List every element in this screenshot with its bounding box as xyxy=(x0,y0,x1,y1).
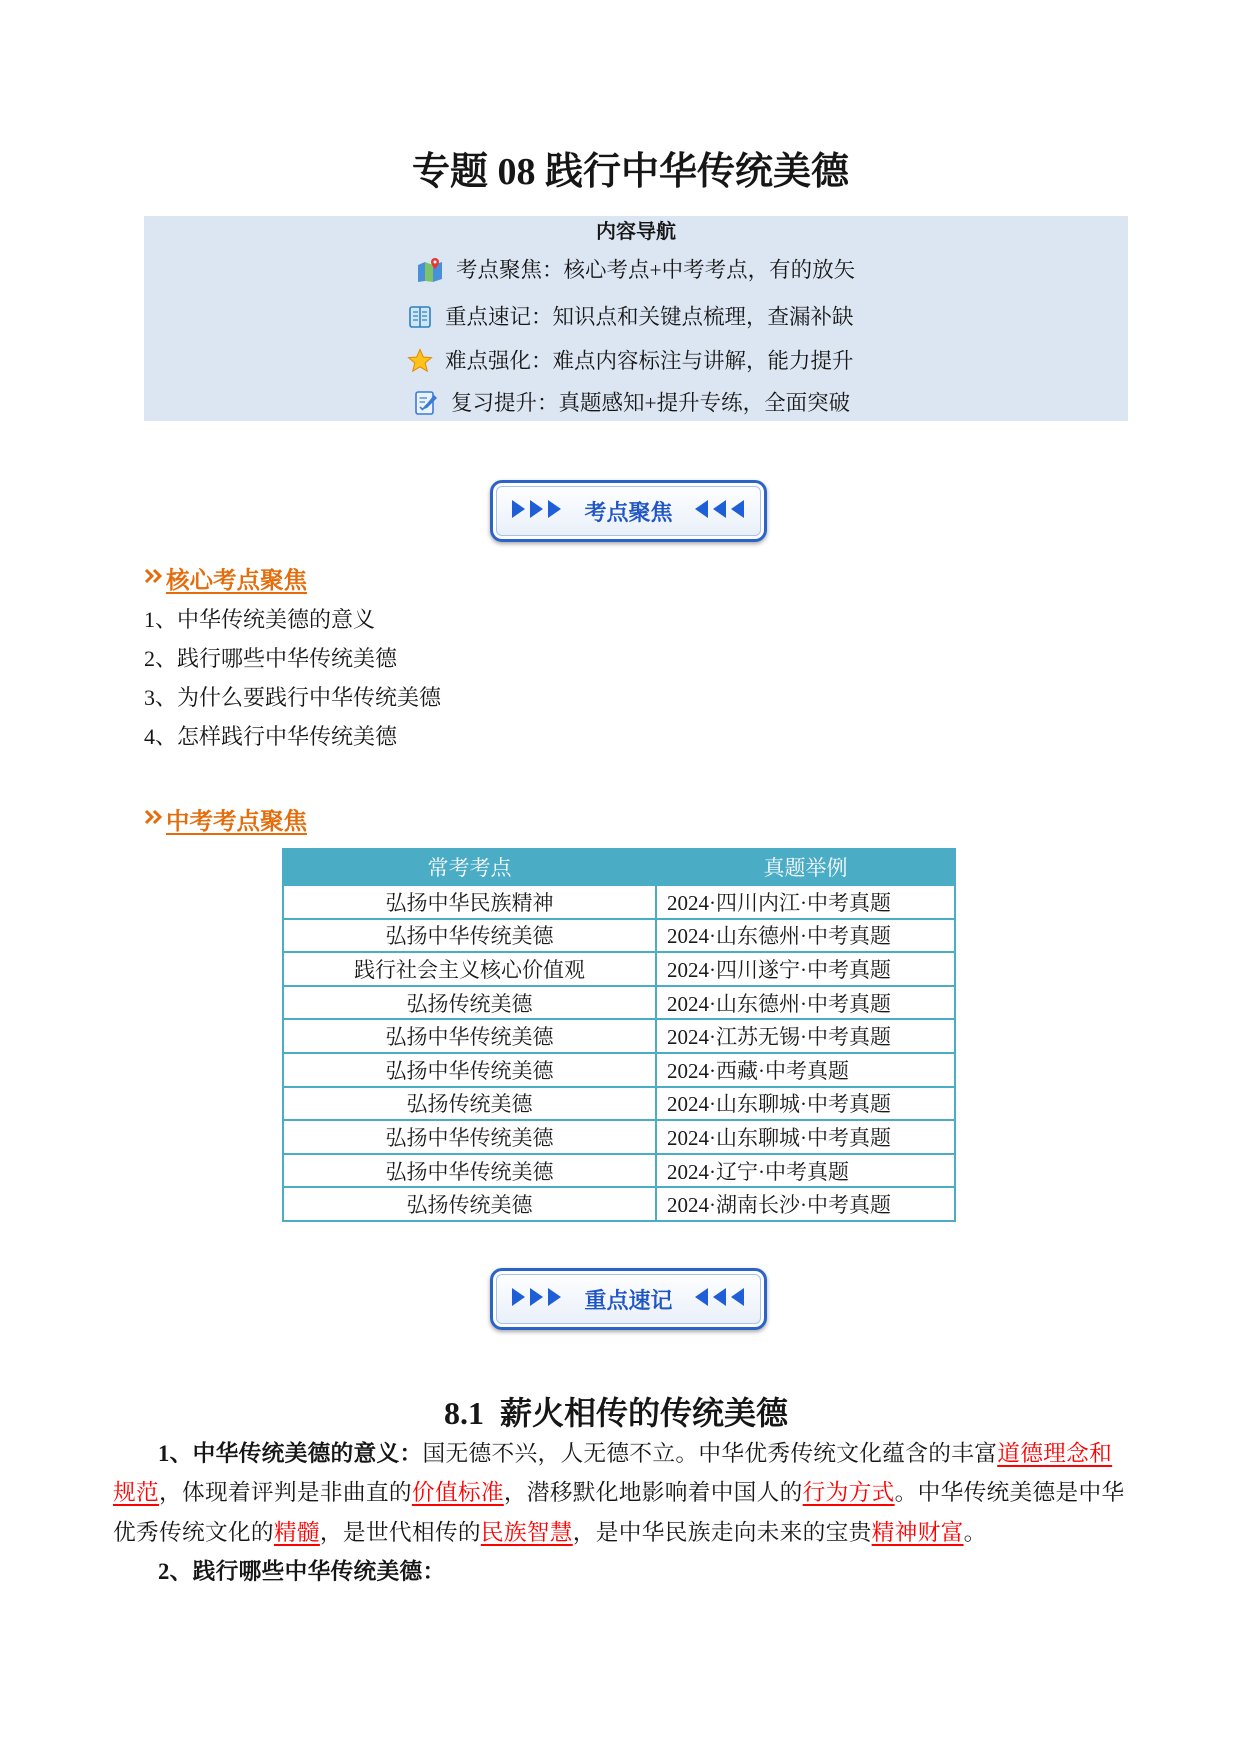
body-text: ，是中华民族走向未来的宝贵 xyxy=(572,1520,872,1545)
table-cell-topic: 践行社会主义核心价值观 xyxy=(283,952,656,986)
key-term: 道德理念和 xyxy=(997,1441,1113,1466)
nav-item-exam-focus xyxy=(416,255,855,285)
body-text: ，体现着评判是非曲直的 xyxy=(158,1480,412,1505)
triple-arrow-left-icon xyxy=(695,1287,745,1312)
table-cell-example: 2024·山东德州·中考真题 xyxy=(656,986,955,1020)
table-cell-example: 2024·四川内江·中考真题 xyxy=(656,885,955,919)
table-cell-example: 2024·山东聊城·中考真题 xyxy=(656,1087,955,1121)
paragraph-line xyxy=(113,1513,987,1553)
nav-item-difficulty xyxy=(407,346,854,376)
paragraph-line xyxy=(158,1434,1112,1474)
table-cell-example: 2024·山东聊城·中考真题 xyxy=(656,1120,955,1154)
triple-arrow-right-icon xyxy=(512,1287,562,1312)
star-icon xyxy=(407,348,433,374)
column-header-example: 真题举例 xyxy=(656,849,955,885)
banner-label: 考点聚焦 xyxy=(584,500,673,526)
point-label: 2、践行哪些中华传统美德： xyxy=(158,1559,446,1584)
table-cell-example: 2024·湖南长沙·中考真题 xyxy=(656,1187,955,1221)
nav-heading: 内容导航 xyxy=(596,221,676,243)
body-text: 优秀传统文化的 xyxy=(113,1520,274,1545)
section-banner-key-notes xyxy=(490,1268,767,1330)
nav-item-text: 考点聚焦：核心考点+中考考点，有的放矢 xyxy=(456,258,856,282)
table-row xyxy=(283,1019,955,1053)
table-row xyxy=(283,885,955,919)
body-text: ，潜移默化地影响着中国人的 xyxy=(503,1480,803,1505)
nav-item-text: 复习提升：真题感知+提升专练，全面突破 xyxy=(451,391,851,415)
exam-points-heading-text: 中考考点聚焦 xyxy=(166,809,307,835)
table-row xyxy=(283,919,955,953)
nav-item-key-notes xyxy=(407,302,854,332)
body-text: 。中华传统美德是中华 xyxy=(894,1480,1125,1505)
key-term: 价值标准 xyxy=(411,1480,504,1505)
content-navigation-box xyxy=(144,216,1128,421)
table-row xyxy=(283,1120,955,1154)
table-cell-example: 2024·江苏无锡·中考真题 xyxy=(656,1019,955,1053)
body-text: 国无德不兴，人无德不立。中华优秀传统文化蕴含的丰富 xyxy=(422,1441,998,1466)
key-term: 精神财富 xyxy=(871,1520,964,1545)
point-label: 1、中华传统美德的意义： xyxy=(158,1441,423,1466)
table-row xyxy=(283,1053,955,1087)
table-cell-topic: 弘扬中华传统美德 xyxy=(283,1120,656,1154)
key-term: 民族智慧 xyxy=(480,1520,573,1545)
map-icon xyxy=(416,257,444,283)
table-cell-example: 2024·四川遂宁·中考真题 xyxy=(656,952,955,986)
key-term: 行为方式 xyxy=(802,1480,895,1505)
nav-item-text: 难点强化：难点内容标注与讲解，能力提升 xyxy=(445,349,854,373)
table-cell-topic: 弘扬中华传统美德 xyxy=(283,1154,656,1188)
section-banner-exam-focus xyxy=(490,480,767,542)
table-cell-topic: 弘扬中华传统美德 xyxy=(283,1019,656,1053)
table-header-row xyxy=(283,849,955,885)
table-row xyxy=(283,1187,955,1221)
list-item: 3、为什么要践行中华传统美德 xyxy=(144,685,442,710)
section-title: 8.1 薪火相传的传统美德 xyxy=(443,1395,788,1431)
double-chevron-icon xyxy=(144,808,164,831)
list-item: 1、中华传统美德的意义 xyxy=(144,607,376,632)
table-cell-topic: 弘扬中华传统美德 xyxy=(283,1053,656,1087)
exam-points-heading xyxy=(144,804,307,834)
edit-icon xyxy=(413,389,439,417)
core-points-list xyxy=(144,600,441,756)
table-row xyxy=(283,1154,955,1188)
banner-label: 重点速记 xyxy=(584,1288,673,1314)
list-item: 4、怎样践行中华传统美德 xyxy=(144,724,398,749)
table-row xyxy=(283,1087,955,1121)
double-chevron-icon xyxy=(144,567,164,590)
triple-arrow-right-icon xyxy=(512,499,562,524)
triple-arrow-left-icon xyxy=(695,499,745,524)
core-points-heading-text: 核心考点聚焦 xyxy=(166,568,307,594)
page-title: 专题 08 践行中华传统美德 xyxy=(411,151,849,193)
table-cell-topic: 弘扬中华民族精神 xyxy=(283,885,656,919)
table-cell-example: 2024·山东德州·中考真题 xyxy=(656,919,955,953)
table-cell-topic: 弘扬传统美德 xyxy=(283,1087,656,1121)
table-cell-example: 2024·辽宁·中考真题 xyxy=(656,1154,955,1188)
core-points-heading xyxy=(144,563,307,593)
table-cell-topic: 弘扬传统美德 xyxy=(283,986,656,1020)
key-term: 规范 xyxy=(113,1480,159,1505)
table-cell-topic: 弘扬中华传统美德 xyxy=(283,919,656,953)
paragraph-line xyxy=(113,1473,1124,1513)
exam-points-table xyxy=(282,848,956,1222)
table-cell-topic: 弘扬传统美德 xyxy=(283,1187,656,1221)
nav-item-text: 重点速记：知识点和关键点梳理，查漏补缺 xyxy=(445,305,854,329)
nav-item-review xyxy=(413,388,850,418)
table-cell-example: 2024·西藏·中考真题 xyxy=(656,1053,955,1087)
book-icon xyxy=(407,304,433,330)
body-text: ，是世代相传的 xyxy=(319,1520,481,1545)
table-row xyxy=(283,986,955,1020)
list-item: 2、践行哪些中华传统美德 xyxy=(144,646,398,671)
key-term: 精髓 xyxy=(273,1520,320,1545)
table-row xyxy=(283,952,955,986)
column-header-topic: 常考考点 xyxy=(283,849,656,885)
body-text: 。 xyxy=(963,1520,987,1545)
